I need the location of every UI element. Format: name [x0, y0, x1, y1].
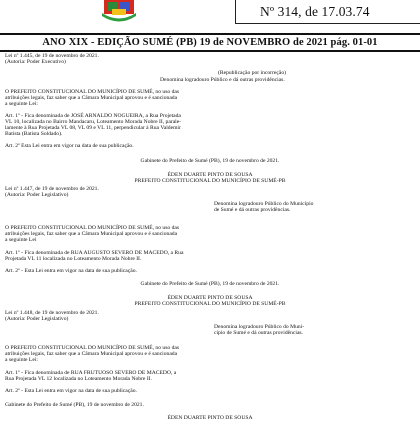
municipal-crest [98, 0, 140, 24]
law-article: Projetada VL 11 localizada no Loteamento Morada Nobre II. [5, 256, 142, 262]
law-summary: cípio de Sumé e dá outras providências. [214, 330, 304, 336]
law-authorship: (Autoria: Poder Executivo) [5, 59, 66, 65]
law-preamble: a seguinte Lei: [5, 357, 38, 363]
law-article: Rua Projetada VL 12 localizada no Loteamento Morada Nobre II. [5, 376, 152, 382]
law-preamble: O PREFEITO CONSTITUCIONAL DO MUNICÍPIO DE SUMÉ, no uso das [5, 89, 180, 95]
law-article: lamente à Rua Projetada VL 08, VL 09 e VL 11, perpendicular à Rua Valdemir [5, 125, 181, 131]
mayor-name: ÉDEN DUARTE PINTO DE SOUSA [167, 415, 253, 421]
law-preamble: atribuições legais, faz saber que a Câmara Municipal aprovou e é sancionada [5, 95, 178, 101]
mayor-title: PREFEITO CONSTITUCIONAL DO MUNICÍPIO DE SUMÉ-PB [134, 301, 286, 307]
law-authorship: (Autoria: Poder Legislativo) [5, 192, 69, 198]
law-article: Art. 1º - Fica denominada de JOSÉ ARNALDO NOGUEIRA, a Rua Projetada [5, 113, 181, 119]
law-office-date: Gabinete do Prefeito de Sumé (PB), 19 de novembro de 2021. [140, 158, 280, 164]
law-preamble: atribuições legais, faz saber que a Câmara Municipal aprovou e é sancionada [5, 231, 178, 237]
law-summary: Denomina logradouro Público do Muni- [214, 324, 305, 330]
edition-line: ANO XIX - EDIÇÃO SUMÉ (PB) 19 de NOVEMBRO de 2021 pág. 01-01 [42, 37, 378, 48]
header-top-rule [0, 33, 420, 35]
law-article: Art. 1º - Fica denominada de RUA FRUTUOSO SEVERO DE MACEDO, a [5, 370, 177, 376]
law-reference-box [235, 0, 420, 24]
law-office-date: Gabinete do Prefeito de Sumé (PB), 19 de novembro de 2021. [5, 402, 144, 408]
header-bottom-rule [0, 50, 420, 52]
law-article: Batista (Batista Soldado). [5, 131, 63, 137]
law-article: Art. 1º - Fica denominada de RUA AUGUSTO SEVERO DE MACEDO, a Rua [5, 250, 184, 256]
mayor-name: ÉDEN DUARTE PINTO DE SOUSA [167, 172, 253, 178]
law-number: Lei nº 1.448, de 19 de novembro de 2021. [5, 310, 99, 316]
law-note: (Republicação por incorreção) [218, 70, 287, 76]
law-authorship: (Autoria: Poder Legislativo) [5, 316, 69, 322]
law-preamble: O PREFEITO CONSTITUCIONAL DO MUNICÍPIO DE SUMÉ, no uso das [5, 225, 180, 231]
law-summary: Denomina logradouro Público e dá outras providências. [160, 77, 285, 83]
mayor-title: PREFEITO CONSTITUCIONAL DO MUNICÍPIO DE SUMÉ-PB [134, 178, 286, 184]
law-number: Lei nº 1.447, de 19 de novembro de 2021. [5, 186, 99, 192]
law-article: VL 10, localizada no Bairro Mandacaru, Loteamento Morada Nobre II, parale- [5, 119, 182, 125]
law-summary: de Sumé e dá outras providências. [214, 207, 291, 213]
law-number: Lei nº 1.445, de 19 de novembro de 2021. [5, 53, 99, 59]
law-article: Art. 2º Esta Lei entra em vigor na data de sua publicação. [5, 143, 134, 149]
mayor-name: ÉDEN DUARTE PINTO DE SOUSA [167, 295, 253, 301]
law-summary: Denomina logradouro Público do Município [214, 201, 314, 207]
law-article: Art. 2º - Esta Lei entra em vigor na data de sua publicação. [5, 268, 137, 274]
law-preamble: a seguinte Lei [5, 237, 37, 243]
law-reference: Nº 314, de 17.03.74 [260, 4, 370, 19]
law-preamble: atribuições legais, faz saber que a Câmara Municipal aprovou e é sancionada [5, 351, 178, 357]
law-preamble: a seguinte Lei: [5, 101, 38, 107]
law-preamble: O PREFEITO CONSTITUCIONAL DO MUNICÍPIO DE SUMÉ, no uso das [5, 345, 180, 351]
law-article: Art. 2º - Esta Lei entra em vigor na data de sua publicação. [5, 388, 137, 394]
law-office-date: Gabinete do Prefeito de Sumé (PB), 19 de novembro de 2021. [140, 281, 280, 287]
